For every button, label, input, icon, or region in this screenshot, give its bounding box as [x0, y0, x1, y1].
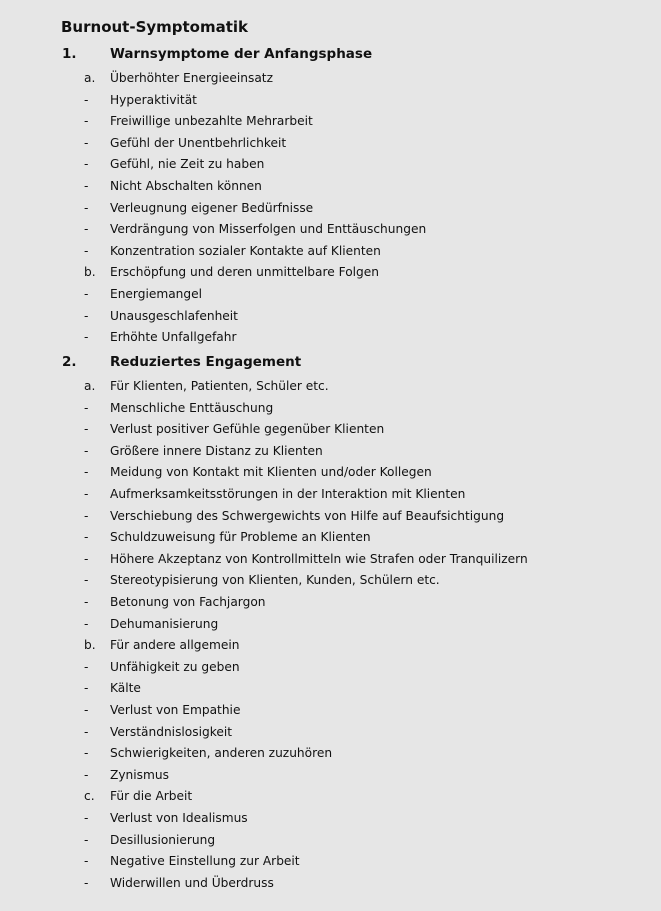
list-item-text: Zynismus	[110, 768, 169, 782]
list-item-text: Meidung von Kontakt mit Klienten und/oder Kollegen	[110, 465, 432, 479]
dash-bullet: -	[84, 854, 89, 868]
list-item-text: Nicht Abschalten können	[110, 179, 262, 193]
dash-bullet: -	[84, 725, 89, 739]
list-item-text: Höhere Akzeptanz von Kontrollmitteln wie Strafen oder Tranquilizern	[110, 552, 528, 566]
list-item	[0, 114, 661, 132]
list-item-text: Schuldzuweisung für Probleme an Klienten	[110, 530, 371, 544]
list-item	[0, 552, 661, 570]
dash-bullet: -	[84, 487, 89, 501]
dash-bullet: -	[84, 595, 89, 609]
list-item	[0, 136, 661, 154]
dash-bullet: -	[84, 330, 89, 344]
list-item-text: Verschiebung des Schwergewichts von Hilfe auf Beaufsichtigung	[110, 509, 505, 523]
list-item-text: Verlust positiver Gefühle gegenüber Klienten	[110, 422, 385, 436]
list-item	[0, 725, 661, 743]
dash-bullet: -	[84, 244, 89, 258]
dash-bullet: -	[84, 444, 89, 458]
list-item	[0, 681, 661, 699]
list-item	[0, 330, 661, 348]
dash-bullet: -	[84, 509, 89, 523]
list-item	[0, 93, 661, 111]
list-item-text: Desillusionierung	[110, 833, 216, 847]
dash-bullet: -	[84, 465, 89, 479]
dash-bullet: -	[84, 617, 89, 631]
list-item	[0, 287, 661, 305]
list-item-text: Negative Einstellung zur Arbeit	[110, 854, 300, 868]
section-number: 1.	[62, 46, 77, 62]
dash-bullet: -	[84, 811, 89, 825]
list-item-text: Dehumanisierung	[110, 617, 219, 631]
dash-bullet: -	[84, 201, 89, 215]
subsection-heading	[0, 379, 661, 397]
dash-bullet: -	[84, 222, 89, 236]
dash-bullet: -	[84, 93, 89, 107]
section-title: Reduziertes Engagement	[110, 354, 302, 370]
list-item-text: Betonung von Fachjargon	[110, 595, 266, 609]
list-item-text: Verdrängung von Misserfolgen und Enttäuschungen	[110, 222, 427, 236]
list-item-text: Verleugnung eigener Bedürfnisse	[110, 201, 314, 215]
dash-bullet: -	[84, 703, 89, 717]
dash-bullet: -	[84, 114, 89, 128]
list-item	[0, 617, 661, 635]
list-item-text: Größere innere Distanz zu Klienten	[110, 444, 323, 458]
list-item	[0, 595, 661, 613]
list-item-text: Verlust von Idealismus	[110, 811, 248, 825]
subsection-title: Für die Arbeit	[110, 789, 193, 803]
dash-bullet: -	[84, 401, 89, 415]
dash-bullet: -	[84, 309, 89, 323]
section-heading	[0, 46, 661, 66]
section-number: 2.	[62, 354, 77, 370]
list-item	[0, 309, 661, 327]
list-item	[0, 201, 661, 219]
list-item	[0, 876, 661, 894]
list-item-text: Schwierigkeiten, anderen zuzuhören	[110, 746, 333, 760]
list-item-text: Erhöhte Unfallgefahr	[110, 330, 237, 344]
list-item-text: Verlust von Empathie	[110, 703, 241, 717]
dash-bullet: -	[84, 552, 89, 566]
list-item-text: Gefühl der Unentbehrlichkeit	[110, 136, 287, 150]
list-item-text: Widerwillen und Überdruss	[110, 876, 274, 890]
section-title: Warnsymptome der Anfangsphase	[110, 46, 373, 62]
list-item	[0, 465, 661, 483]
subsection-heading	[0, 71, 661, 89]
list-item	[0, 573, 661, 591]
dash-bullet: -	[84, 681, 89, 695]
subsection-title: Erschöpfung und deren unmittelbare Folgen	[110, 265, 380, 279]
list-item	[0, 854, 661, 872]
list-item	[0, 833, 661, 851]
list-item	[0, 401, 661, 419]
list-item-text: Kälte	[110, 681, 141, 695]
list-item-text: Gefühl, nie Zeit zu haben	[110, 157, 265, 171]
subsection-letter: a.	[84, 379, 96, 393]
subsection-letter: b.	[84, 265, 96, 279]
dash-bullet: -	[84, 573, 89, 587]
dash-bullet: -	[84, 157, 89, 171]
list-item-text: Aufmerksamkeitsstörungen in der Interaktion mit Klienten	[110, 487, 466, 501]
subsection-title: Für andere allgemein	[110, 638, 240, 652]
list-item	[0, 179, 661, 197]
subsection-letter: c.	[84, 789, 95, 803]
list-item	[0, 487, 661, 505]
dash-bullet: -	[84, 179, 89, 193]
list-item	[0, 422, 661, 440]
list-item	[0, 157, 661, 175]
dash-bullet: -	[84, 876, 89, 890]
list-item	[0, 768, 661, 786]
dash-bullet: -	[84, 768, 89, 782]
list-item	[0, 660, 661, 678]
subsection-heading	[0, 265, 661, 283]
list-item-text: Stereotypisierung von Klienten, Kunden, Schülern etc.	[110, 573, 440, 587]
list-item-text: Verständnislosigkeit	[110, 725, 233, 739]
dash-bullet: -	[84, 833, 89, 847]
list-item	[0, 746, 661, 764]
section-heading	[0, 354, 661, 374]
list-item-text: Freiwillige unbezahlte Mehrarbeit	[110, 114, 313, 128]
subsection-title: Überhöhter Energieeinsatz	[110, 71, 273, 85]
subsection-title: Für Klienten, Patienten, Schüler etc.	[110, 379, 329, 393]
dash-bullet: -	[84, 136, 89, 150]
dash-bullet: -	[84, 660, 89, 674]
list-item-text: Konzentration sozialer Kontakte auf Klienten	[110, 244, 381, 258]
list-item	[0, 530, 661, 548]
dash-bullet: -	[84, 422, 89, 436]
subsection-heading	[0, 789, 661, 807]
page-title: Burnout-Symptomatik	[61, 18, 249, 36]
subsection-heading	[0, 638, 661, 656]
subsection-letter: a.	[84, 71, 96, 85]
list-item	[0, 222, 661, 240]
subsection-letter: b.	[84, 638, 96, 652]
list-item-text: Energiemangel	[110, 287, 203, 301]
dash-bullet: -	[84, 530, 89, 544]
list-item-text: Unfähigkeit zu geben	[110, 660, 240, 674]
list-item-text: Unausgeschlafenheit	[110, 309, 238, 323]
dash-bullet: -	[84, 287, 89, 301]
dash-bullet: -	[84, 746, 89, 760]
list-item	[0, 444, 661, 462]
list-item-text: Hyperaktivität	[110, 93, 197, 107]
list-item	[0, 509, 661, 527]
list-item	[0, 703, 661, 721]
list-item-text: Menschliche Enttäuschung	[110, 401, 274, 415]
list-item	[0, 244, 661, 262]
list-item	[0, 811, 661, 829]
